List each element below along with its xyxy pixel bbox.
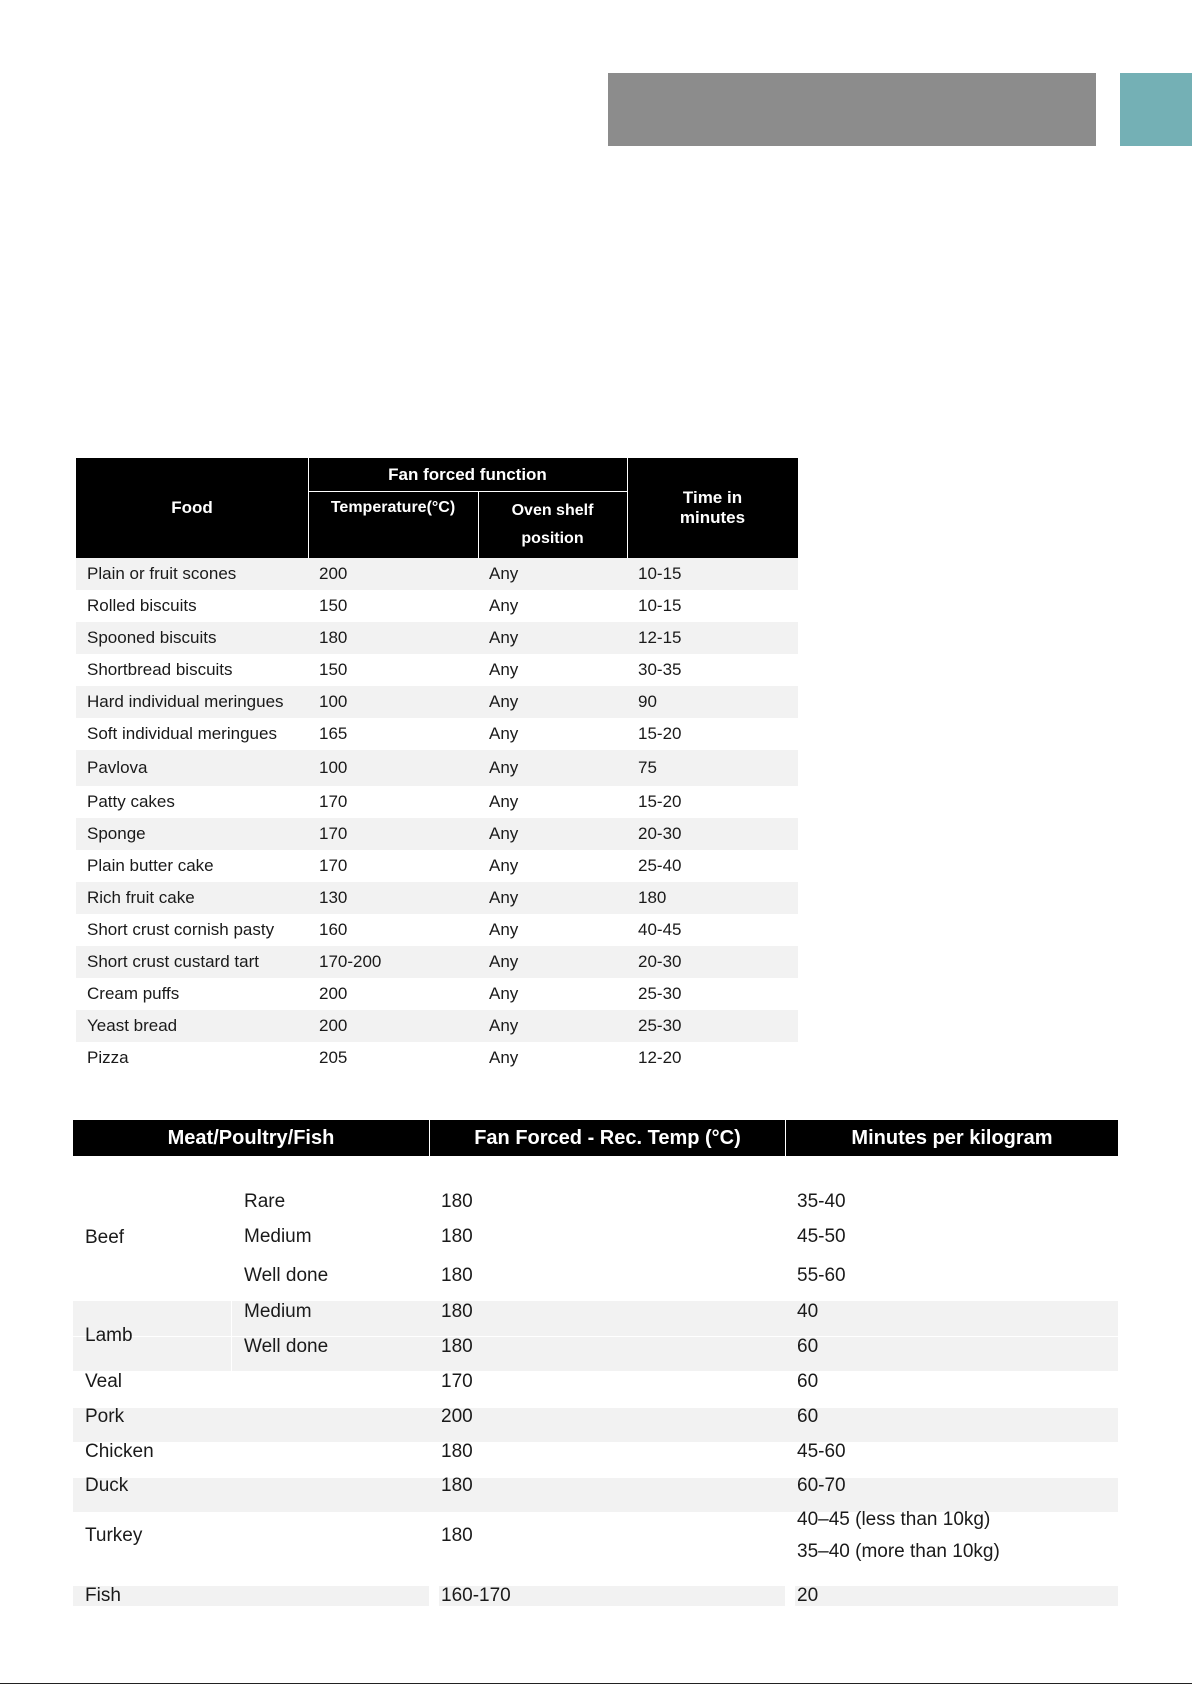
table-row xyxy=(76,818,798,850)
table-row xyxy=(76,654,798,686)
temp-turkey: 180 xyxy=(441,1525,473,1546)
header-meat: Meat/Poultry/Fish xyxy=(167,1126,335,1149)
table-row xyxy=(76,914,798,946)
minutes-pork: 60 xyxy=(797,1406,819,1427)
cell-food: Plain or fruit scones xyxy=(87,564,237,583)
cell-food: Rich fruit cake xyxy=(87,888,195,907)
cell-food: Rolled biscuits xyxy=(87,596,197,615)
cell-shelf: Any xyxy=(489,824,519,843)
cell-shelf: Any xyxy=(489,660,519,679)
cell-temperature: 205 xyxy=(319,1048,348,1067)
cell-shelf: Any xyxy=(489,596,519,615)
header-food: Food xyxy=(171,498,213,517)
header-minutes-per-kg: Minutes per kilogram xyxy=(785,1120,1118,1156)
doneness-well-done: Well done xyxy=(244,1265,329,1286)
row-stripe xyxy=(73,1301,1118,1336)
cell-time: 20-30 xyxy=(638,824,682,843)
header-divider xyxy=(308,491,627,492)
minutes-turkey-under-10kg: 40–45 (less than 10kg) xyxy=(797,1509,991,1530)
table-row xyxy=(76,558,798,590)
cell-food: Shortbread biscuits xyxy=(87,660,233,679)
cell-time: 12-20 xyxy=(638,1048,682,1067)
cell-shelf: Any xyxy=(489,984,519,1003)
header-rec-temp: Fan Forced - Rec. Temp (°C) xyxy=(429,1120,785,1156)
minutes-lamb-medium: 40 xyxy=(797,1301,819,1322)
cell-time: 75 xyxy=(638,758,657,777)
cell-time: 25-30 xyxy=(638,1016,682,1035)
meat-turkey: Turkey xyxy=(85,1525,143,1546)
header-fan-forced-function: Fan forced function xyxy=(388,464,547,484)
cell-time: 10-15 xyxy=(638,596,682,615)
table-row xyxy=(76,718,798,750)
baking-table-body xyxy=(76,558,798,1074)
cell-temperature: 130 xyxy=(319,888,348,907)
temp-lamb-medium: 180 xyxy=(441,1301,473,1322)
cell-temperature: 170 xyxy=(319,824,348,843)
header-divider xyxy=(627,458,628,558)
table-row xyxy=(76,590,798,622)
cell-temperature: 200 xyxy=(319,564,348,583)
temp-beef-medium: 180 xyxy=(441,1226,473,1247)
cell-time: 20-30 xyxy=(638,952,682,971)
table-row xyxy=(76,882,798,914)
cell-time: 12-15 xyxy=(638,628,682,647)
cell-shelf: Any xyxy=(489,564,519,583)
cell-shelf: Any xyxy=(489,1048,519,1067)
cell-time: 90 xyxy=(638,692,657,711)
temp-beef-rare: 180 xyxy=(441,1191,473,1212)
temp-beef-well-done: 180 xyxy=(441,1265,473,1286)
temp-pork: 200 xyxy=(441,1406,473,1427)
doneness-medium: Medium xyxy=(244,1301,312,1322)
temp-chicken: 180 xyxy=(441,1441,473,1462)
cell-divider xyxy=(429,1586,439,1606)
header-time: Time in minutes xyxy=(679,488,746,527)
row-stripe xyxy=(73,1337,1118,1371)
cell-shelf: Any xyxy=(489,856,519,875)
meat-chicken: Chicken xyxy=(85,1441,154,1462)
cell-shelf: Any xyxy=(489,920,519,939)
minutes-fish: 20 xyxy=(797,1585,819,1606)
header-shelf-position: Oven shelf position xyxy=(511,501,594,547)
cell-temperature: 100 xyxy=(319,692,348,711)
cell-temperature: 150 xyxy=(319,660,348,679)
cell-food: Short crust custard tart xyxy=(87,952,259,971)
roast-table xyxy=(73,1120,1118,1606)
cell-time: 15-20 xyxy=(638,792,682,811)
table-row xyxy=(76,786,798,818)
cell-temperature: 170 xyxy=(319,856,348,875)
cell-divider xyxy=(785,1586,795,1606)
cell-food: Spooned biscuits xyxy=(87,628,217,647)
meat-lamb: Lamb xyxy=(85,1325,133,1346)
minutes-beef-rare: 35-40 xyxy=(797,1191,846,1212)
cell-time: 25-40 xyxy=(638,856,682,875)
cell-time: 25-30 xyxy=(638,984,682,1003)
cell-temperature: 200 xyxy=(319,984,348,1003)
cell-food: Patty cakes xyxy=(87,792,175,811)
table-row xyxy=(76,750,798,786)
cell-shelf: Any xyxy=(489,758,519,777)
cell-time: 180 xyxy=(638,888,667,907)
cell-food: Soft individual meringues xyxy=(87,724,277,743)
header-temperature: Temperature(°C) xyxy=(330,499,456,516)
cell-food: Cream puffs xyxy=(87,984,180,1003)
header-divider xyxy=(308,458,309,558)
minutes-beef-medium: 45-50 xyxy=(797,1226,846,1247)
row-stripe xyxy=(73,1478,1118,1512)
table-row xyxy=(76,686,798,718)
roast-table-body xyxy=(73,1156,1118,1606)
cell-shelf: Any xyxy=(489,1016,519,1035)
cell-food: Pavlova xyxy=(87,758,148,777)
cell-shelf: Any xyxy=(489,792,519,811)
temp-lamb-well-done: 180 xyxy=(441,1336,473,1357)
cell-temperature: 170 xyxy=(319,792,348,811)
header-tab xyxy=(1120,73,1192,146)
doneness-rare: Rare xyxy=(244,1191,286,1212)
temp-duck: 180 xyxy=(441,1475,473,1496)
table-row xyxy=(76,1010,798,1042)
doneness-medium: Medium xyxy=(244,1226,312,1247)
table-row xyxy=(76,1042,798,1074)
cell-temperature: 165 xyxy=(319,724,348,743)
roast-table-header xyxy=(73,1120,1118,1156)
cell-shelf: Any xyxy=(489,692,519,711)
cell-time: 15-20 xyxy=(638,724,682,743)
minutes-duck: 60-70 xyxy=(797,1475,846,1496)
footer-rule xyxy=(0,1683,1192,1684)
meat-pork: Pork xyxy=(85,1406,125,1427)
minutes-beef-well-done: 55-60 xyxy=(797,1265,846,1286)
row-stripe xyxy=(73,1408,1118,1442)
cell-food: Short crust cornish pasty xyxy=(87,920,275,939)
table-row xyxy=(76,622,798,654)
cell-food: Yeast bread xyxy=(87,1016,178,1035)
cell-food: Pizza xyxy=(87,1048,129,1067)
cell-time: 30-35 xyxy=(638,660,682,679)
minutes-chicken: 45-60 xyxy=(797,1441,846,1462)
row-stripe xyxy=(73,1586,1118,1606)
header-divider xyxy=(478,491,479,558)
minutes-veal: 60 xyxy=(797,1371,819,1392)
cell-temperature: 200 xyxy=(319,1016,348,1035)
cell-time: 40-45 xyxy=(638,920,682,939)
cell-shelf: Any xyxy=(489,628,519,647)
temp-veal: 170 xyxy=(441,1371,473,1392)
cell-temperature: 180 xyxy=(319,628,348,647)
cell-food: Sponge xyxy=(87,824,146,843)
meat-fish: Fish xyxy=(85,1585,121,1606)
table-row xyxy=(76,946,798,978)
meat-veal: Veal xyxy=(85,1371,122,1392)
minutes-turkey-over-10kg: 35–40 (more than 10kg) xyxy=(797,1541,1000,1562)
cell-shelf: Any xyxy=(489,952,519,971)
cell-temperature: 170-200 xyxy=(319,952,382,971)
cell-shelf: Any xyxy=(489,888,519,907)
cell-temperature: 100 xyxy=(319,758,348,777)
cell-time: 10-15 xyxy=(638,564,682,583)
cell-food: Hard individual meringues xyxy=(87,692,284,711)
cell-temperature: 150 xyxy=(319,596,348,615)
cell-divider xyxy=(231,1301,232,1371)
minutes-lamb-well-done: 60 xyxy=(797,1336,819,1357)
meat-duck: Duck xyxy=(85,1475,129,1496)
cell-temperature: 160 xyxy=(319,920,348,939)
baking-table xyxy=(76,458,798,1074)
doneness-well-done: Well done xyxy=(244,1336,329,1357)
temp-fish: 160-170 xyxy=(441,1585,511,1606)
table-row xyxy=(76,978,798,1010)
cell-shelf: Any xyxy=(489,724,519,743)
table-row xyxy=(76,850,798,882)
header-bar xyxy=(608,73,1096,146)
meat-beef: Beef xyxy=(85,1227,125,1248)
cell-food: Plain butter cake xyxy=(87,856,214,875)
baking-table-header xyxy=(76,458,798,558)
